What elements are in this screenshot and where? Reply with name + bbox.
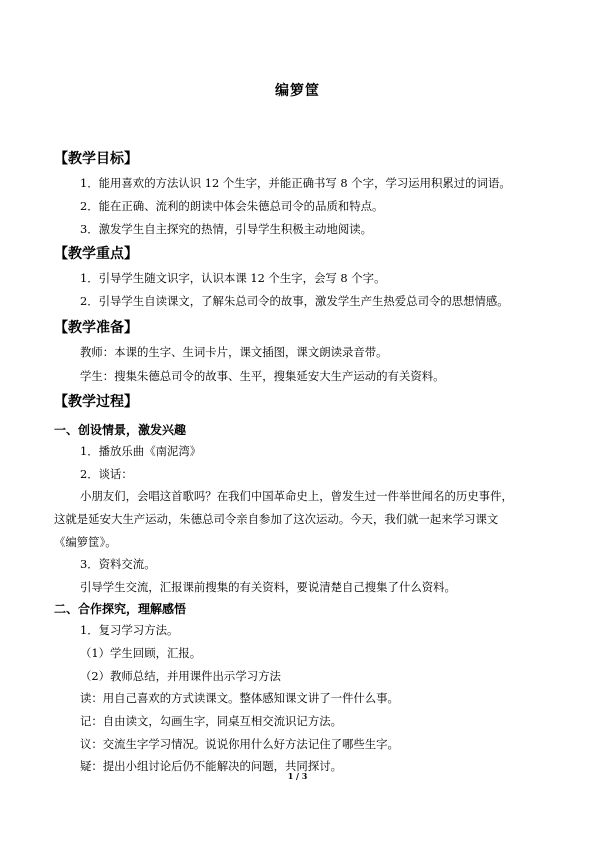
process-part1-line-2: 2．谈话： bbox=[80, 467, 133, 481]
process-part2-line-3: （2）教师总结，并用课件出示学习方法 bbox=[80, 669, 281, 683]
key-points-item-2: 2．引导学生自读课文，了解朱总司令的故事，激发学生产生热爱总司令的思想情感。 bbox=[80, 294, 509, 308]
key-points-item-1: 1．引导学生随文识字，认识本课 12 个生字，会写 8 个字。 bbox=[80, 271, 386, 285]
process-part1-line-7: 引导学生交流，汇报课前搜集的有关资料，要说清楚自己搜集了什么资料。 bbox=[80, 580, 456, 594]
document-title: 编箩筐 bbox=[275, 83, 320, 99]
preparation-item-2: 学生：搜集朱德总司令的故事、生平，搜集延安大生产运动的有关资料。 bbox=[80, 369, 445, 383]
goals-item-2: 2．能在正确、流利的朗读中体会朱德总司令的品质和特点。 bbox=[80, 199, 384, 213]
process-part1-line-5: 《编箩筐》。 bbox=[54, 535, 117, 549]
goals-item-1: 1．能用喜欢的方法认识 12 个生字，并能正确书写 8 个字，学习运用积累过的词语。 bbox=[80, 176, 511, 190]
process-part1-line-1: 1．播放乐曲《南泥湾》 bbox=[80, 444, 202, 458]
goals-heading: 【教学目标】 bbox=[54, 151, 138, 167]
process-part2-line-2: （1）学生回顾，汇报。 bbox=[80, 646, 202, 660]
preparation-item-1: 教师：本课的生字、生词卡片，课文插图，课文朗读录音带。 bbox=[80, 345, 388, 359]
process-part1-line-4: 这就是延安大生产运动，朱德总司令亲自参加了这次运动。今天，我们就一起来学习课文 bbox=[54, 512, 499, 526]
page-number: 1 / 3 bbox=[287, 771, 308, 781]
process-part2-line-1: 1．复习学习方法。 bbox=[80, 623, 179, 637]
process-part1-line-3: 小朋友们，会唱这首歌吗？在我们中国革命史上，曾发生过一件举世闻名的历史事件， bbox=[80, 489, 513, 503]
goals-item-3: 3．激发学生自主探究的热情，引导学生积极主动地阅读。 bbox=[80, 222, 373, 236]
process-part2-line-5: 记：自由读文，勾画生字，同桌互相交流识记方法。 bbox=[80, 714, 342, 728]
process-part2-line-4: 读：用自己喜欢的方式读课文。整体感知课文讲了一件什么事。 bbox=[80, 691, 399, 705]
preparation-heading: 【教学准备】 bbox=[54, 320, 138, 336]
process-part1-line-6: 3．资料交流。 bbox=[80, 557, 156, 571]
process-heading: 【教学过程】 bbox=[54, 394, 138, 410]
process-part2-line-6: 议：交流生字学习情况。说说你用什么好方法记住了哪些生字。 bbox=[80, 737, 399, 751]
key-points-heading: 【教学重点】 bbox=[54, 246, 138, 262]
process-part2-line-7: 疑：提出小组讨论后仍不能解决的问题，共同探讨。 bbox=[80, 759, 342, 773]
process-part1-heading: 一、创设情景，激发兴趣 bbox=[54, 423, 187, 437]
process-part2-heading: 二、合作探究，理解感悟 bbox=[54, 602, 187, 616]
